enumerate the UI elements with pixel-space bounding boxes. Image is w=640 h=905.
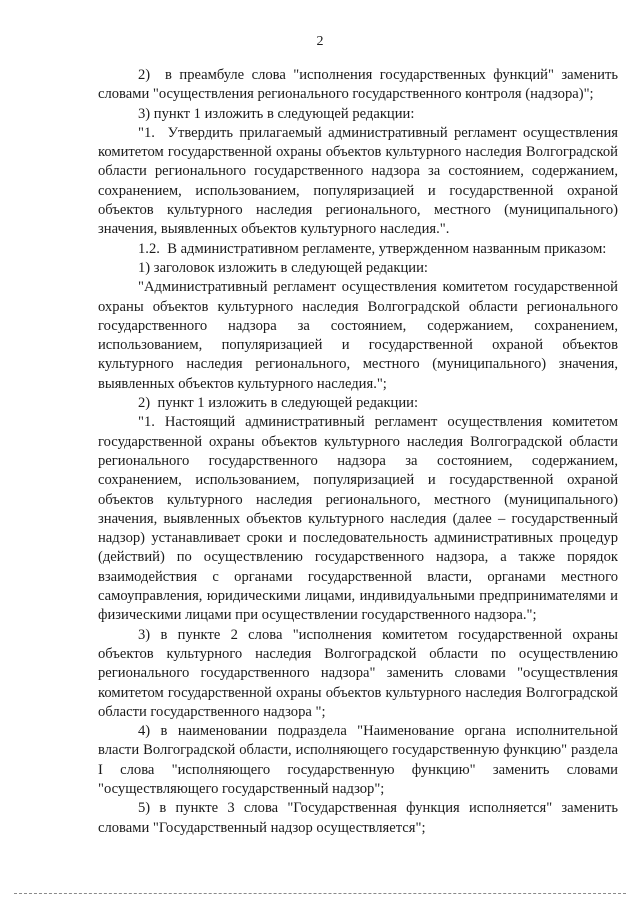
paragraph-heading-text: "Административный регламент осуществления комитетом государственной охраны объектов культурного наследия Волгоградской области регионального государственного надзора за состоянием, содержанием, сохранением, использованием, популяризацией и государственной охраной объектов культурного наследия регионального, местного (муниципального) значения, выявленных объектов культурного наследия."; bbox=[98, 279, 618, 392]
document-body bbox=[98, 66, 618, 838]
paragraph-subsection-name: 4) в наименовании подраздела "Наименование органа исполнительной власти Волгоградской области, исполняющего государственную функцию" раздела I слова "исполняющего государственную функцию" заменить словами "осуществляющего государственный надзор"; bbox=[98, 723, 618, 797]
footer-divider bbox=[14, 893, 626, 894]
paragraph-section-1-2: 1.2. В административном регламенте, утвержденном названным приказом: bbox=[138, 240, 607, 257]
paragraph-point-1-text: "1. Настоящий административный регламент осуществления комитетом государственной охраны объектов культурного наследия Волгоградской области регионального государственного надзора за состоянием, содержанием, сохранением, использованием, популяризацией и государственной охраной объектов культурного наследия регионального, местного (муниципального) значения, выявленных объектов культурного наследия (далее – государственный надзор) устанавливает сроки и последовательность административных процедур (действий) по осуществлению государственного надзора, а также порядок взаимодействия с органами государственной власти, органами местного самоуправления, юридическими лицами, индивидуальными предпринимателями и физическими лицами при осуществлении государственного надзора."; bbox=[98, 414, 618, 624]
paragraph-point-1-intro: 2) пункт 1 изложить в следующей редакции: bbox=[138, 395, 419, 412]
paragraph-preamble: 2) в преамбуле слова "исполнения государственных функций" заменить словами "осуществления регионального государственного контроля (надзора)"; bbox=[98, 67, 618, 103]
paragraph-point-3: 5) в пункте 3 слова "Государственная функция исполняется" заменить словами "Государственный надзор осуществляется"; bbox=[98, 800, 618, 836]
paragraph-item-1-intro: 3) пункт 1 изложить в следующей редакции: bbox=[138, 105, 415, 122]
paragraph-item-1-text: "1. Утвердить прилагаемый административный регламент осуществления комитетом государственной охраны объектов культурного наследия Волгоградской области регионального государственного надзора за состоянием, содержанием, сохранением, использованием, популяризацией и государственной охраной объектов культурного наследия регионального, местного (муниципального) значения, выявленных объектов культурного наследия.". bbox=[98, 124, 618, 238]
paragraph-point-2: 3) в пункте 2 слова "исполнения комитетом государственной охраны объектов культурного наследия Волгоградской области по осуществлению регионального государственного надзора" заменить словами "осуществления комитетом государственной охраны объектов культурного наследия Волгоградской области государственного надзора "; bbox=[98, 626, 618, 720]
paragraph-heading-intro: 1) заголовок изложить в следующей редакции: bbox=[138, 259, 428, 276]
page-number: 2 bbox=[316, 34, 324, 49]
